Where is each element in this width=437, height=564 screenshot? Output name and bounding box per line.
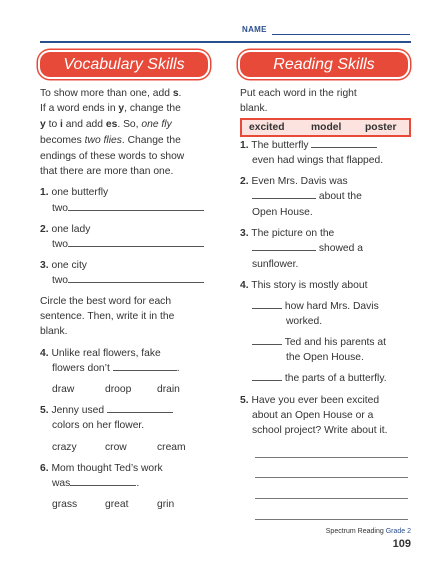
question-text: Have you ever been excited (251, 395, 380, 406)
vocab-q6-line2 (52, 476, 139, 492)
circle-instructions-line: Circle the best word for each (40, 296, 172, 307)
reading-instructions-line: blank. (240, 103, 268, 114)
vocab-item-1-answer (52, 201, 204, 217)
item-number: 4. (240, 280, 249, 291)
writing-line[interactable] (255, 477, 408, 478)
reading-q4-option-2-cont: the Open House. (286, 352, 364, 363)
answer-blank[interactable] (252, 189, 316, 199)
reading-q4-option-2 (252, 335, 386, 351)
reading-q3-line3: sunflower. (252, 259, 299, 270)
item-number: 1. (40, 187, 49, 198)
reading-q3-line1 (240, 226, 334, 242)
instruction-text: endings of these words to show (40, 151, 185, 162)
instruction-text: s (172, 88, 179, 99)
word-bank-item: model (311, 122, 342, 133)
item-number: 6. (40, 463, 49, 474)
instruction-text: becomes (40, 135, 85, 146)
question-text: The picture on the (251, 228, 335, 239)
instruction-text: , change the (124, 103, 181, 114)
choice-grin[interactable]: grin (157, 499, 175, 510)
answer-blank[interactable] (68, 273, 204, 283)
reading-instructions-line: Put each word in the right (240, 88, 357, 99)
answer-blank[interactable] (107, 403, 173, 413)
instruction-text: two flies (84, 135, 122, 146)
question-text: Unlike real flowers, fake (51, 348, 161, 359)
vocab-item-3 (40, 258, 87, 274)
reading-q3-line2 (252, 241, 363, 257)
vocab-instructions-line (40, 101, 181, 117)
vocab-q5-line1 (40, 403, 173, 419)
question-text: Even Mrs. Davis was (251, 176, 348, 187)
name-label: NAME (242, 25, 267, 34)
reading-q4-option-1-cont: worked. (286, 316, 323, 327)
item-number: 3. (40, 260, 49, 271)
vocab-item-2 (40, 222, 90, 238)
question-text: This story is mostly about (251, 280, 368, 291)
vocab-instructions-line (40, 117, 172, 133)
question-text: flowers don’t (52, 363, 110, 374)
circle-instructions-line: sentence. Then, write it in the (40, 311, 175, 322)
answer-blank[interactable] (68, 201, 204, 211)
top-rule (40, 41, 411, 43)
answer-blank[interactable] (252, 335, 282, 345)
reading-q5-line3: school project? Write about it. (252, 425, 388, 436)
punctuation: . (176, 363, 180, 374)
item-number: 5. (40, 405, 49, 416)
instruction-text: . So, (117, 119, 142, 130)
instruction-text: that there are more than one. (40, 166, 174, 177)
answer-prefix: two (52, 203, 69, 214)
grade-label: Grade 2 (385, 528, 411, 535)
page-number: 109 (392, 538, 411, 550)
reading-q2-line1 (240, 174, 348, 190)
punctuation: . (136, 478, 140, 489)
vocab-q4-line1 (40, 346, 161, 362)
item-word: one city (51, 260, 87, 271)
vocab-item-2-answer (52, 237, 204, 253)
instruction-text: to (45, 119, 61, 130)
answer-blank[interactable] (252, 241, 316, 251)
item-number: 5. (240, 395, 249, 406)
question-text: The butterfly (251, 140, 309, 151)
option-text: the parts of a butterfly. (284, 373, 387, 384)
reading-q5-line1 (240, 393, 379, 409)
vocab-instructions-line (40, 133, 181, 149)
question-text: Jenny used (51, 405, 105, 416)
item-word: one lady (51, 224, 91, 235)
footer-credit (326, 528, 411, 535)
instruction-text: es (105, 119, 118, 130)
answer-blank[interactable] (68, 237, 204, 247)
option-text: how hard Mrs. Davis (284, 301, 379, 312)
word-bank (240, 118, 411, 137)
choice-great[interactable]: great (105, 499, 129, 510)
writing-line[interactable] (255, 457, 408, 458)
name-field[interactable] (272, 34, 410, 35)
answer-blank[interactable] (311, 138, 377, 148)
answer-prefix: two (52, 275, 69, 286)
writing-line[interactable] (255, 519, 408, 520)
instruction-text: one fly (141, 119, 172, 130)
vocab-q5-line2: colors on her flower. (52, 420, 145, 431)
question-text: Mom thought Ted’s work (51, 463, 163, 474)
reading-q1-line1 (240, 138, 377, 154)
word-bank-item: excited (249, 122, 285, 133)
circle-instructions-line: blank. (40, 326, 68, 337)
answer-blank[interactable] (252, 371, 282, 381)
reading-q4-option-3 (252, 371, 387, 387)
reading-q2-line2 (252, 189, 362, 205)
instruction-text: y (118, 103, 125, 114)
item-number: 2. (40, 224, 49, 235)
reading-q4-option-1 (252, 299, 379, 315)
question-text: showed a (318, 243, 363, 254)
item-number: 3. (240, 228, 249, 239)
item-number: 4. (40, 348, 49, 359)
item-number: 2. (240, 176, 249, 187)
reading-q1-line2: even had wings that flapped. (252, 155, 384, 166)
choice-droop[interactable]: droop (105, 384, 132, 395)
instruction-text: If a word ends in (40, 103, 119, 114)
question-text: was (52, 478, 71, 489)
question-text: about the (318, 191, 362, 202)
vocab-item-3-answer (52, 273, 204, 289)
instruction-text: To show more than one, add (40, 88, 173, 99)
reading-q5-line2: about an Open House or a (252, 410, 374, 421)
vocab-instructions-line (40, 149, 184, 165)
vocabulary-skills-banner: Vocabulary Skills (40, 52, 208, 77)
book-title: Spectrum Reading (325, 528, 384, 535)
instruction-text: and add (62, 119, 106, 130)
instruction-text: i (60, 119, 63, 130)
word-bank-item: poster (365, 122, 397, 133)
instruction-text: . Change the (121, 135, 181, 146)
choice-cream[interactable]: cream (157, 442, 186, 453)
vocab-q6-line1 (40, 461, 163, 477)
answer-blank[interactable] (113, 361, 177, 371)
vocab-q4-line2 (52, 361, 180, 377)
vocab-item-1 (40, 185, 108, 201)
vocab-instructions-line (40, 164, 173, 180)
choice-crow[interactable]: crow (105, 442, 127, 453)
choice-crazy[interactable]: crazy (52, 442, 77, 453)
instruction-text: y (40, 119, 46, 130)
item-number: 1. (240, 140, 249, 151)
choice-grass[interactable]: grass (52, 499, 78, 510)
option-text: Ted and his parents at (284, 337, 387, 348)
writing-line[interactable] (255, 498, 408, 499)
answer-blank[interactable] (252, 299, 282, 309)
item-word: one butterfly (51, 187, 109, 198)
instruction-text: . (178, 88, 182, 99)
choice-draw[interactable]: draw (52, 384, 75, 395)
reading-q2-line3: Open House. (252, 207, 313, 218)
choice-drain[interactable]: drain (157, 384, 180, 395)
vocab-instructions-line (40, 86, 181, 102)
reading-q4-line1 (240, 278, 367, 294)
answer-prefix: two (52, 239, 69, 250)
reading-skills-banner: Reading Skills (240, 52, 408, 77)
answer-blank[interactable] (70, 476, 136, 486)
